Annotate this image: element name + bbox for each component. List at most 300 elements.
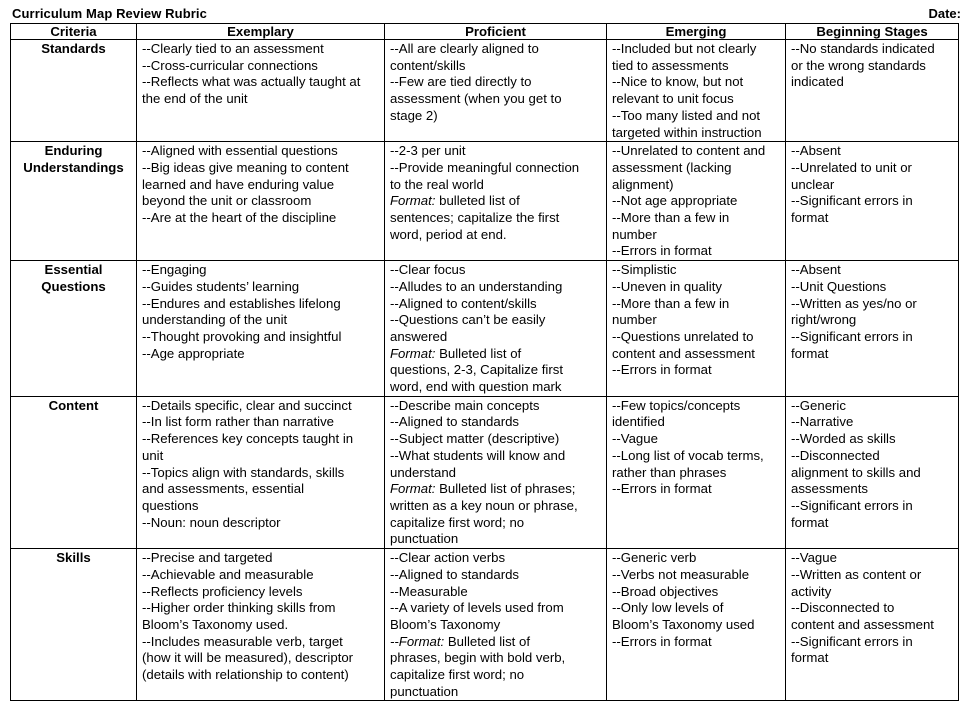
descriptor-line <box>390 74 601 91</box>
descriptor-line <box>791 262 953 279</box>
rubric-cell-proficient <box>385 142 607 261</box>
descriptor-text: --Describe main concepts <box>390 397 540 413</box>
descriptor-line <box>390 346 601 363</box>
descriptor-line <box>142 650 379 667</box>
descriptor-text: --More than a few in <box>612 295 730 311</box>
descriptor-line <box>612 58 780 75</box>
descriptor-text: Bulleted list of phrases; <box>439 481 576 497</box>
descriptor-line <box>791 279 953 296</box>
descriptor-text: beyond the unit or classroom <box>142 193 312 209</box>
descriptor-line <box>390 567 601 584</box>
descriptor-text: --Includes measurable verb, target <box>142 633 343 649</box>
descriptor-text: --Worded as skills <box>791 431 896 447</box>
descriptor-text: --Disconnected to <box>791 600 895 616</box>
descriptor-text: --Vague <box>791 550 837 566</box>
criterion-label: Standards <box>41 41 106 56</box>
rubric-cell-emerging <box>607 261 786 397</box>
rubric-cell-emerging <box>607 40 786 142</box>
rubric-row <box>11 40 959 142</box>
descriptor-text: --Included but not clearly <box>612 41 757 56</box>
descriptor-text: --Absent <box>791 143 841 159</box>
descriptor-text: word, period at end. <box>390 226 507 242</box>
rubric-cell-exemplary <box>137 142 385 261</box>
descriptor-text: questions <box>142 497 199 513</box>
rubric-cell-beginning-stages <box>786 549 959 701</box>
descriptor-text: answered <box>390 328 448 344</box>
criterion-label: Understandings <box>23 159 124 175</box>
descriptor-text: --Engaging <box>142 262 207 278</box>
rubric-row <box>11 396 959 548</box>
criterion-cell <box>11 549 137 701</box>
descriptor-line <box>612 312 780 329</box>
descriptor-text: --Long list of vocab terms, <box>612 447 764 463</box>
descriptor-line <box>791 41 953 58</box>
descriptor-text: --Endures and establishes lifelong <box>142 295 341 311</box>
descriptor-text: --Nice to know, but not <box>612 74 744 90</box>
descriptor-text: --Aligned with essential questions <box>142 143 338 159</box>
descriptor-line <box>390 262 601 279</box>
descriptor-line <box>142 584 379 601</box>
criterion-label: Questions <box>41 278 106 294</box>
descriptor-line <box>142 634 379 651</box>
descriptor-text: content and assessment <box>612 345 755 361</box>
descriptor-text: --Questions unrelated to <box>612 328 754 344</box>
descriptor-line <box>390 296 601 313</box>
descriptor-line <box>390 414 601 431</box>
descriptor-line <box>142 312 379 329</box>
descriptor-line <box>612 41 780 58</box>
rubric-cell-emerging <box>607 549 786 701</box>
descriptor-text: --Are at the heart of the discipline <box>142 210 337 226</box>
descriptor-text: --Precise and targeted <box>142 550 273 566</box>
descriptor-line <box>142 143 379 160</box>
descriptor-line <box>612 481 780 498</box>
descriptor-text: --Unit Questions <box>791 278 887 294</box>
descriptor-text: --Only low levels of <box>612 600 724 616</box>
descriptor-text: --Noun: noun descriptor <box>142 514 281 530</box>
descriptor-text: --Written as yes/no or <box>791 295 917 311</box>
descriptor-line <box>791 414 953 431</box>
descriptor-line <box>142 346 379 363</box>
descriptor-line <box>390 160 601 177</box>
descriptor-text: --Errors in format <box>612 633 712 649</box>
format-label: Format: <box>390 481 436 497</box>
descriptor-text: tied to assessments <box>612 57 729 73</box>
descriptor-text: format <box>791 210 829 226</box>
rubric-cell-proficient <box>385 40 607 142</box>
descriptor-line <box>612 296 780 313</box>
rubric-cell-proficient <box>385 549 607 701</box>
descriptor-text: --Achievable and measurable <box>142 566 314 582</box>
descriptor-text: --Broad objectives <box>612 583 719 599</box>
descriptor-text: targeted within instruction <box>612 124 762 140</box>
descriptor-line <box>612 177 780 194</box>
descriptor-text: the end of the unit <box>142 91 248 107</box>
descriptor-text: assessment (lacking <box>612 159 732 175</box>
descriptor-text: --Narrative <box>791 414 854 430</box>
descriptor-line <box>791 193 953 210</box>
descriptor-line <box>791 650 953 667</box>
column-header-criteria: Criteria <box>11 24 137 40</box>
descriptor-line <box>791 448 953 465</box>
descriptor-line <box>612 279 780 296</box>
descriptor-line <box>142 448 379 465</box>
descriptor-line <box>791 515 953 532</box>
descriptor-line <box>142 414 379 431</box>
descriptor-text: --Measurable <box>390 583 468 599</box>
descriptor-text: --Errors in format <box>612 243 712 259</box>
rubric-cell-beginning-stages <box>786 142 959 261</box>
descriptor-text: --Disconnected <box>791 447 880 463</box>
descriptor-text: --Too many listed and not <box>612 107 761 123</box>
descriptor-text: --Unrelated to content and <box>612 143 766 159</box>
descriptor-text: (details with relationship to content) <box>142 667 349 683</box>
descriptor-text: rather than phrases <box>612 464 727 480</box>
descriptor-line <box>390 584 601 601</box>
descriptor-text: --2-3 per unit <box>390 143 466 159</box>
rubric-cell-proficient <box>385 396 607 548</box>
descriptor-text: unit <box>142 447 164 463</box>
descriptor-line <box>390 379 601 396</box>
descriptor-text: format <box>791 345 829 361</box>
rubric-row <box>11 261 959 397</box>
descriptor-text: --Significant errors in <box>791 328 913 344</box>
descriptor-text: understand <box>390 464 456 480</box>
descriptor-line <box>612 91 780 108</box>
descriptor-line <box>390 41 601 58</box>
descriptor-text: Bulleted list of <box>439 345 522 361</box>
descriptor-text: --Simplistic <box>612 262 677 278</box>
descriptor-text: alignment) <box>612 176 674 192</box>
descriptor-line <box>612 346 780 363</box>
descriptor-text: indicated <box>791 74 844 90</box>
rubric-cell-beginning-stages <box>786 261 959 397</box>
descriptor-line <box>390 227 601 244</box>
descriptor-text: written as a key noun or phrase, <box>390 497 578 513</box>
descriptor-text: --Generic <box>791 397 846 413</box>
descriptor-line <box>791 74 953 91</box>
descriptor-text: --No standards indicated <box>791 41 935 56</box>
rubric-cell-emerging <box>607 142 786 261</box>
rubric-table <box>10 23 959 701</box>
descriptor-text: --Questions can’t be easily <box>390 312 546 328</box>
descriptor-line <box>142 160 379 177</box>
descriptor-text: --Absent <box>791 262 841 278</box>
rubric-row <box>11 549 959 701</box>
descriptor-line <box>390 515 601 532</box>
descriptor-text: identified <box>612 414 665 430</box>
descriptor-line <box>390 193 601 210</box>
descriptor-line <box>612 600 780 617</box>
descriptor-line <box>142 74 379 91</box>
descriptor-line <box>390 398 601 415</box>
descriptor-text: assessment (when you get to <box>390 91 562 107</box>
descriptor-line <box>142 481 379 498</box>
descriptor-text: --Aligned to standards <box>390 566 520 582</box>
descriptor-text: --Errors in format <box>612 481 712 497</box>
descriptor-line <box>390 531 601 548</box>
criterion-cell <box>11 261 137 397</box>
descriptor-line <box>612 414 780 431</box>
descriptor-line <box>791 296 953 313</box>
descriptor-line <box>612 227 780 244</box>
descriptor-line <box>791 210 953 227</box>
descriptor-line <box>142 617 379 634</box>
descriptor-text: --Significant errors in <box>791 193 913 209</box>
descriptor-line <box>390 143 601 160</box>
rubric-cell-emerging <box>607 396 786 548</box>
descriptor-text: --Higher order thinking skills from <box>142 600 336 616</box>
descriptor-line <box>390 448 601 465</box>
descriptor-text: --Clear focus <box>390 262 466 278</box>
descriptor-line <box>612 74 780 91</box>
descriptor-text: --Aligned to standards <box>390 414 520 430</box>
column-header-beginning-stages: Beginning Stages <box>786 24 959 40</box>
descriptor-line <box>791 346 953 363</box>
rubric-body <box>11 40 959 701</box>
descriptor-line <box>791 329 953 346</box>
descriptor-line <box>612 431 780 448</box>
descriptor-text: --Significant errors in <box>791 497 913 513</box>
descriptor-line <box>791 312 953 329</box>
descriptor-line <box>390 431 601 448</box>
descriptor-line <box>142 515 379 532</box>
descriptor-line <box>791 143 953 160</box>
descriptor-text: --Aligned to content/skills <box>390 295 537 311</box>
descriptor-line <box>390 600 601 617</box>
rubric-cell-beginning-stages <box>786 40 959 142</box>
criterion-cell <box>11 396 137 548</box>
descriptor-line <box>612 262 780 279</box>
descriptor-text: number <box>612 312 657 328</box>
descriptor-text: learned and have enduring value <box>142 176 335 192</box>
descriptor-text: Bulleted list of <box>447 633 530 649</box>
descriptor-text: --Guides students’ learning <box>142 278 300 294</box>
descriptor-text: or the wrong standards <box>791 57 926 73</box>
descriptor-text: --Reflects proficiency levels <box>142 583 303 599</box>
descriptor-text: assessments <box>791 481 868 497</box>
descriptor-line <box>612 243 780 260</box>
descriptor-line <box>791 634 953 651</box>
descriptor-line <box>612 617 780 634</box>
rubric-row <box>11 142 959 261</box>
descriptor-text: content and assessment <box>791 616 934 632</box>
descriptor-line <box>791 465 953 482</box>
descriptor-text: Bloom’s Taxonomy used <box>612 616 755 632</box>
descriptor-text: --All are clearly aligned to <box>390 41 539 56</box>
column-header-exemplary: Exemplary <box>137 24 385 40</box>
descriptor-text: --Not age appropriate <box>612 193 738 209</box>
descriptor-text: and assessments, essential <box>142 481 304 497</box>
descriptor-text: sentences; capitalize the first <box>390 210 560 226</box>
descriptor-text: --Alludes to an understanding <box>390 278 563 294</box>
descriptor-text: phrases, begin with bold verb, <box>390 650 566 666</box>
descriptor-text: --Unrelated to unit or <box>791 159 912 175</box>
descriptor-line <box>612 329 780 346</box>
criterion-label: Essential <box>44 262 103 278</box>
descriptor-text: activity <box>791 583 832 599</box>
descriptor-line <box>791 160 953 177</box>
descriptor-line <box>390 108 601 125</box>
criterion-label: Content <box>48 397 99 413</box>
criterion-label: Enduring <box>44 143 103 159</box>
criterion-label: Skills <box>56 550 91 566</box>
descriptor-line <box>612 465 780 482</box>
descriptor-line <box>390 312 601 329</box>
descriptor-text: --Verbs not measurable <box>612 566 750 582</box>
descriptor-line <box>142 498 379 515</box>
rubric-cell-proficient <box>385 261 607 397</box>
descriptor-line <box>142 567 379 584</box>
descriptor-line <box>390 210 601 227</box>
descriptor-line <box>791 481 953 498</box>
descriptor-text: --Age appropriate <box>142 345 245 361</box>
descriptor-line <box>142 600 379 617</box>
descriptor-text: --Errors in format <box>612 362 712 378</box>
document-title: Curriculum Map Review Rubric <box>12 6 207 21</box>
descriptor-line <box>390 465 601 482</box>
descriptor-text: capitalize first word; no <box>390 667 525 683</box>
descriptor-line <box>142 279 379 296</box>
descriptor-text: --Big ideas give meaning to content <box>142 159 349 175</box>
descriptor-line <box>612 398 780 415</box>
descriptor-text: --Reflects what was actually taught at <box>142 74 361 90</box>
descriptor-text: (how it will be measured), descriptor <box>142 650 354 666</box>
descriptor-text: Bloom’s Taxonomy <box>390 616 501 632</box>
descriptor-text: --Subject matter (descriptive) <box>390 431 560 447</box>
descriptor-text: format <box>791 514 829 530</box>
format-label: Format: <box>390 345 436 361</box>
descriptor-line <box>390 617 601 634</box>
descriptor-line <box>612 634 780 651</box>
descriptor-line <box>791 177 953 194</box>
descriptor-line <box>390 279 601 296</box>
rubric-cell-exemplary <box>137 549 385 701</box>
descriptor-text: bulleted list of <box>439 193 520 209</box>
descriptor-line <box>390 667 601 684</box>
descriptor-text: --Few are tied directly to <box>390 74 532 90</box>
descriptor-line <box>142 262 379 279</box>
descriptor-text: --In list form rather than narrative <box>142 414 335 430</box>
header-row <box>11 24 959 40</box>
descriptor-line <box>390 177 601 194</box>
date-label: Date: <box>928 6 961 21</box>
column-header-proficient: Proficient <box>385 24 607 40</box>
descriptor-text: --A variety of levels used from <box>390 600 564 616</box>
descriptor-text: punctuation <box>390 531 459 547</box>
descriptor-text: --Vague <box>612 431 658 447</box>
descriptor-line <box>791 431 953 448</box>
descriptor-line <box>791 398 953 415</box>
descriptor-line <box>791 550 953 567</box>
descriptor-line <box>612 584 780 601</box>
descriptor-text: --Clearly tied to an assessment <box>142 41 324 56</box>
descriptor-line <box>612 108 780 125</box>
descriptor-text: --Few topics/concepts <box>612 397 741 413</box>
descriptor-text: Bloom’s Taxonomy used. <box>142 616 289 632</box>
descriptor-line <box>612 160 780 177</box>
descriptor-line <box>142 41 379 58</box>
descriptor-text: --Provide meaningful connection <box>390 159 580 175</box>
descriptor-line <box>390 91 601 108</box>
descriptor-text: punctuation <box>390 683 459 699</box>
descriptor-text: understanding of the unit <box>142 312 288 328</box>
descriptor-line <box>791 58 953 75</box>
descriptor-line <box>142 398 379 415</box>
format-label: --Format: <box>390 633 445 649</box>
descriptor-line <box>390 481 601 498</box>
descriptor-line <box>791 600 953 617</box>
descriptor-text: --Thought provoking and insightful <box>142 328 342 344</box>
column-header-emerging: Emerging <box>607 24 786 40</box>
descriptor-line <box>390 650 601 667</box>
descriptor-line <box>390 684 601 701</box>
descriptor-text: --Topics align with standards, skills <box>142 464 345 480</box>
descriptor-line <box>142 667 379 684</box>
criterion-cell <box>11 142 137 261</box>
descriptor-line <box>612 550 780 567</box>
descriptor-line <box>142 210 379 227</box>
descriptor-text: questions, 2-3, Capitalize first <box>390 362 563 378</box>
descriptor-line <box>142 465 379 482</box>
descriptor-line <box>612 567 780 584</box>
descriptor-line <box>142 58 379 75</box>
descriptor-text: --Details specific, clear and succinct <box>142 397 352 413</box>
descriptor-line <box>791 498 953 515</box>
descriptor-text: right/wrong <box>791 312 857 328</box>
descriptor-line <box>612 143 780 160</box>
descriptor-text: --Uneven in quality <box>612 278 722 294</box>
descriptor-line <box>612 362 780 379</box>
descriptor-line <box>612 193 780 210</box>
descriptor-text: format <box>791 650 829 666</box>
descriptor-text: unclear <box>791 176 835 192</box>
descriptor-text: --Generic verb <box>612 550 697 566</box>
descriptor-line <box>612 210 780 227</box>
descriptor-line <box>791 567 953 584</box>
descriptor-text: --Clear action verbs <box>390 550 506 566</box>
descriptor-line <box>142 91 379 108</box>
descriptor-line <box>390 362 601 379</box>
descriptor-line <box>390 634 601 651</box>
descriptor-text: --References key concepts taught in <box>142 431 354 447</box>
descriptor-text: to the real world <box>390 176 484 192</box>
descriptor-line <box>142 329 379 346</box>
descriptor-line <box>142 193 379 210</box>
descriptor-line <box>390 498 601 515</box>
descriptor-line <box>142 177 379 194</box>
rubric-cell-beginning-stages <box>786 396 959 548</box>
descriptor-line <box>612 125 780 142</box>
rubric-cell-exemplary <box>137 40 385 142</box>
descriptor-line <box>791 584 953 601</box>
descriptor-text: stage 2) <box>390 107 438 123</box>
descriptor-text: alignment to skills and <box>791 464 921 480</box>
format-label: Format: <box>390 193 436 209</box>
criterion-cell <box>11 40 137 142</box>
descriptor-text: --Written as content or <box>791 566 922 582</box>
descriptor-text: --Significant errors in <box>791 633 913 649</box>
descriptor-text: number <box>612 226 657 242</box>
descriptor-text: --What students will know and <box>390 447 566 463</box>
descriptor-line <box>142 296 379 313</box>
descriptor-text: relevant to unit focus <box>612 91 734 107</box>
descriptor-text: word, end with question mark <box>390 379 562 395</box>
descriptor-line <box>390 329 601 346</box>
descriptor-text: content/skills <box>390 57 466 73</box>
descriptor-text: --Cross-curricular connections <box>142 57 318 73</box>
descriptor-text: --More than a few in <box>612 210 730 226</box>
